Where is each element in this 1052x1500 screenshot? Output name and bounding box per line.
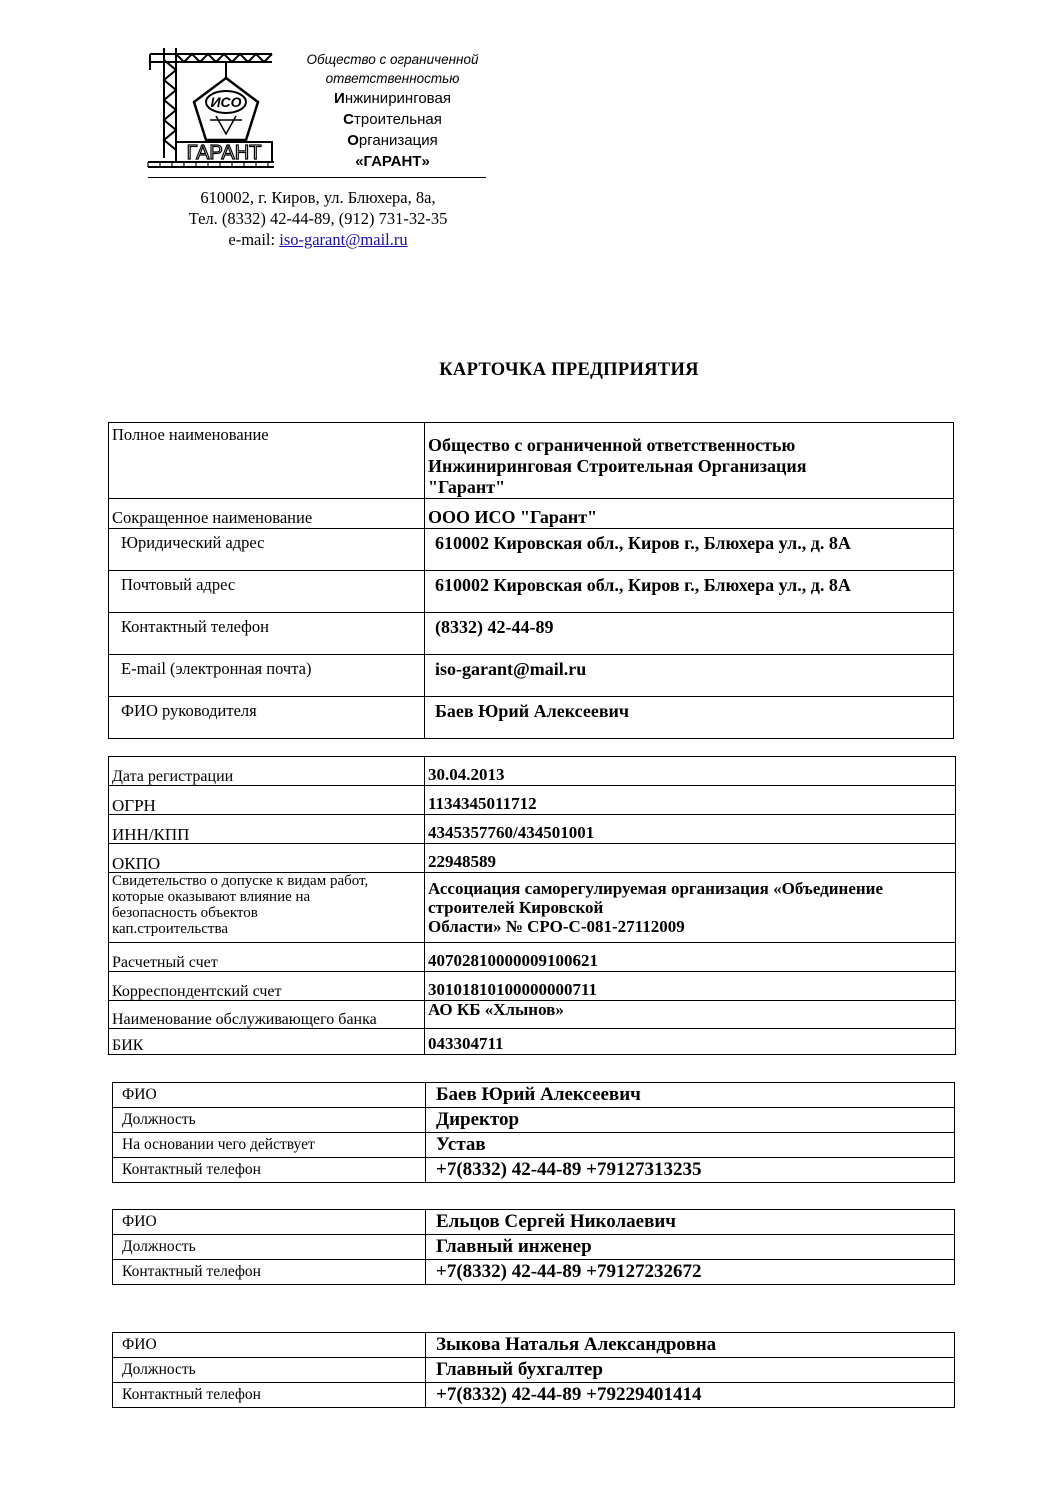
position-label: Должность [113, 1108, 426, 1133]
ogrn-label: ОГРН [109, 786, 425, 815]
org-line-2: ответственностью [325, 71, 460, 86]
legal-address-label: Юридический адрес [109, 529, 425, 571]
email-line: e-mail: iso-garant@mail.ru [228, 230, 408, 249]
table-row [113, 1235, 955, 1260]
company-logo [146, 40, 276, 170]
table-row [109, 943, 956, 972]
email-link[interactable]: iso-garant@mail.ru [279, 230, 408, 249]
full-name-label: Полное наименование [109, 423, 425, 499]
basis-value: Устав [426, 1133, 955, 1158]
fio-value: Ельцов Сергей Николаевич [426, 1210, 955, 1235]
position-value: Директор [426, 1108, 955, 1133]
logo-iso-text: ИСО [210, 94, 242, 110]
header-divider [148, 177, 486, 178]
director-label: ФИО руководителя [109, 697, 425, 739]
fio-value: Зыкова Наталья Александровна [426, 1333, 955, 1358]
reg-date-label: Дата регистрации [109, 757, 425, 786]
account-label: Расчетный счет [109, 943, 425, 972]
phone-label: Контактный телефон [113, 1383, 426, 1408]
okpo-value: 22948589 [425, 844, 956, 873]
fio-value: Баев Юрий Алексеевич [426, 1083, 955, 1108]
registration-table [108, 756, 956, 1055]
table-row [109, 873, 956, 943]
inn-value: 4345357760/434501001 [425, 815, 956, 844]
cert-value: Ассоциация саморегулируемая организация «Объединение строителей Кировской Области» № СРО-С-081-27112009 [425, 873, 956, 943]
phone-value: (8332) 42-44-89 [425, 613, 954, 655]
email-value: iso-garant@mail.ru [425, 655, 954, 697]
table-row [113, 1260, 955, 1285]
person-table-engineer [112, 1209, 955, 1285]
fio-label: ФИО [113, 1210, 426, 1235]
org-name-block [300, 50, 485, 172]
table-row [109, 844, 956, 873]
position-value: Главный бухгалтер [426, 1358, 955, 1383]
table-row [113, 1158, 955, 1183]
inn-label: ИНН/КПП [109, 815, 425, 844]
postal-address-label: Почтовый адрес [109, 571, 425, 613]
org-line-1: Общество с ограниченной [306, 52, 479, 67]
table-row [113, 1358, 955, 1383]
email-label: E-mail (электронная почта) [109, 655, 425, 697]
phone-label: Контактный телефон [113, 1260, 426, 1285]
postal-address-value: 610002 Кировская обл., Киров г., Блюхера ул., д. 8А [425, 571, 954, 613]
phone-label: Контактный телефон [113, 1158, 426, 1183]
org-line-3: Инжиниринговая [334, 90, 451, 107]
bank-label: Наименование обслуживающего банка [109, 1001, 425, 1029]
address-line: 610002, г. Киров, ул. Блюхера, 8а, [200, 188, 436, 207]
org-line-6: «ГАРАНТ» [355, 153, 430, 170]
phone-value: +7(8332) 42-44-89 +79229401414 [426, 1383, 955, 1408]
table-row [109, 815, 956, 844]
table-row [109, 1029, 956, 1055]
table-row [109, 571, 954, 613]
table-row [109, 697, 954, 739]
table-row [109, 613, 954, 655]
position-label: Должность [113, 1358, 426, 1383]
phone-value: +7(8332) 42-44-89 +79127232672 [426, 1260, 955, 1285]
basis-label: На основании чего действует [113, 1133, 426, 1158]
phone-value: +7(8332) 42-44-89 +79127313235 [426, 1158, 955, 1183]
table-row [113, 1383, 955, 1408]
phones-line: Тел. (8332) 42-44-89, (912) 731-32-35 [188, 209, 448, 228]
logo-garant-text: ГАРАНТ [186, 142, 262, 164]
table-row [113, 1133, 955, 1158]
fio-label: ФИО [113, 1333, 426, 1358]
table-row [109, 499, 954, 529]
bik-label: БИК [109, 1029, 425, 1055]
table-row [109, 423, 954, 499]
position-label: Должность [113, 1235, 426, 1260]
okpo-label: ОКПО [109, 844, 425, 873]
company-info-table [108, 422, 954, 739]
table-row [113, 1108, 955, 1133]
table-row [109, 972, 956, 1001]
table-row [109, 1001, 956, 1029]
reg-date-value: 30.04.2013 [425, 757, 956, 786]
short-name-value: ООО ИСО "Гарант" [425, 499, 954, 529]
table-row [109, 757, 956, 786]
legal-address-value: 610002 Кировская обл., Киров г., Блюхера ул., д. 8А [425, 529, 954, 571]
org-line-5: Организация [347, 132, 438, 149]
position-value: Главный инженер [426, 1235, 955, 1260]
ogrn-value: 1134345011712 [425, 786, 956, 815]
phone-label: Контактный телефон [109, 613, 425, 655]
table-row [109, 529, 954, 571]
director-value: Баев Юрий Алексеевич [425, 697, 954, 739]
short-name-label: Сокращенное наименование [109, 499, 425, 529]
bik-value: 043304711 [425, 1029, 956, 1055]
fio-label: ФИО [113, 1083, 426, 1108]
person-table-accountant [112, 1332, 955, 1408]
contact-block [150, 187, 486, 250]
table-row [113, 1210, 955, 1235]
table-row [109, 655, 954, 697]
account-value: 40702810000009100621 [425, 943, 956, 972]
person-table-director [112, 1082, 955, 1183]
cert-label: Свидетельство о допуске к видам работ, которые оказывают влияние на безопасность объектов кап.строительства [109, 873, 425, 943]
bank-value: АО КБ «Хлынов» [425, 1001, 956, 1029]
table-row [113, 1333, 955, 1358]
corr-value: 30101810100000000711 [425, 972, 956, 1001]
table-row [113, 1083, 955, 1108]
page-title: КАРТОЧКА ПРЕДПРИЯТИЯ [439, 360, 699, 380]
corr-label: Корреспондентский счет [109, 972, 425, 1001]
table-row [109, 786, 956, 815]
org-line-4: Строительная [343, 111, 442, 128]
full-name-value: Общество с ограниченной ответственностью Инжиниринговая Строительная Организация "Гарант" [425, 423, 954, 499]
